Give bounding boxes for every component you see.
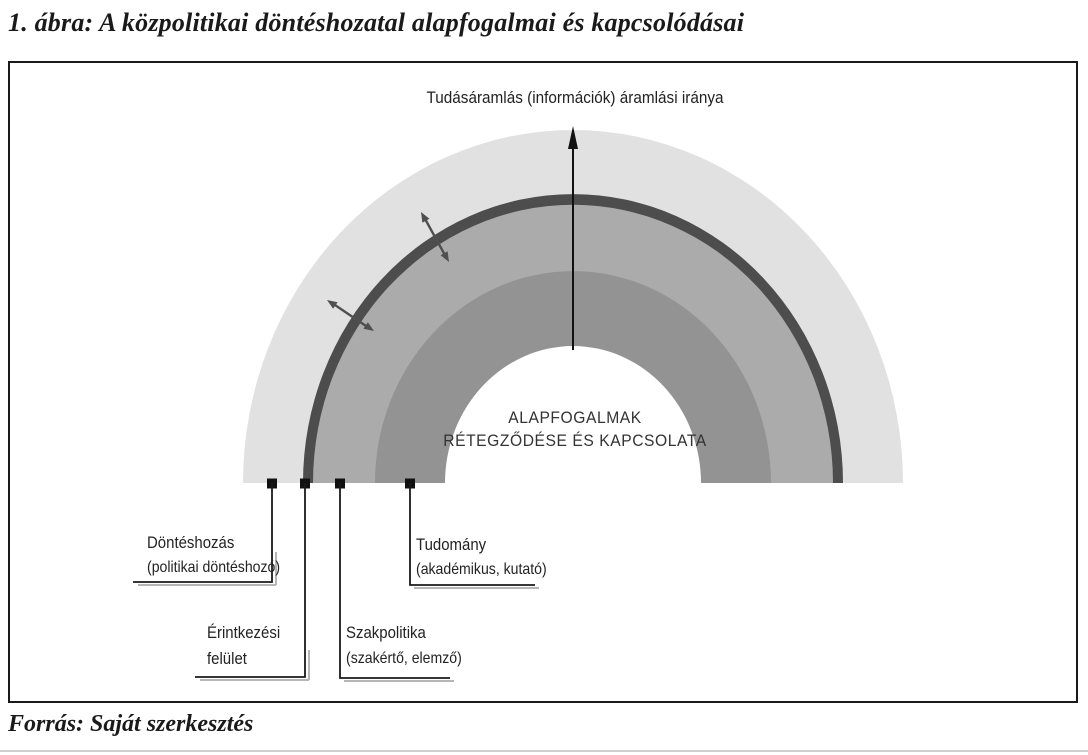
callout-label-tudomany-line2: (akadémikus, kutató) xyxy=(416,561,547,578)
callout-label-dontesho-line1: Döntéshozás xyxy=(147,533,235,552)
center-label-line1: ALAPFOGALMAK xyxy=(508,408,642,427)
callout-label-erintkezesi-line1: Érintkezési xyxy=(207,623,281,642)
callout-label-tudomany-line1: Tudomány xyxy=(416,535,487,554)
flow-label: Tudásáramlás (információk) áramlási iránya xyxy=(426,88,724,107)
center-label xyxy=(435,406,715,452)
callout-label-erintkezesi-line2: felület xyxy=(207,649,247,668)
figure-source: Forrás: Saját szerkesztés xyxy=(8,711,254,737)
center-label-line2: RÉTEGZŐDÉSE ÉS KAPCSOLATA xyxy=(443,431,707,450)
callout-label-szakpolitika xyxy=(346,620,462,672)
callout-label-szakpolitika-line1: Szakpolitika xyxy=(346,623,426,642)
callout-label-tudomany xyxy=(416,532,547,582)
page-bottom-rule xyxy=(0,750,1088,752)
callout-label-szakpolitika-line2: (szakértő, elemző) xyxy=(346,650,462,667)
callout-label-dontesho-line2: (politikai döntéshozó) xyxy=(147,559,281,576)
figure-caption: 1. ábra: A közpolitikai döntéshozatal alapfogalmai és kapcsolódásai xyxy=(8,8,745,37)
callout-label-dontesho xyxy=(147,530,280,580)
callout-label-erintkezesi xyxy=(207,620,280,672)
